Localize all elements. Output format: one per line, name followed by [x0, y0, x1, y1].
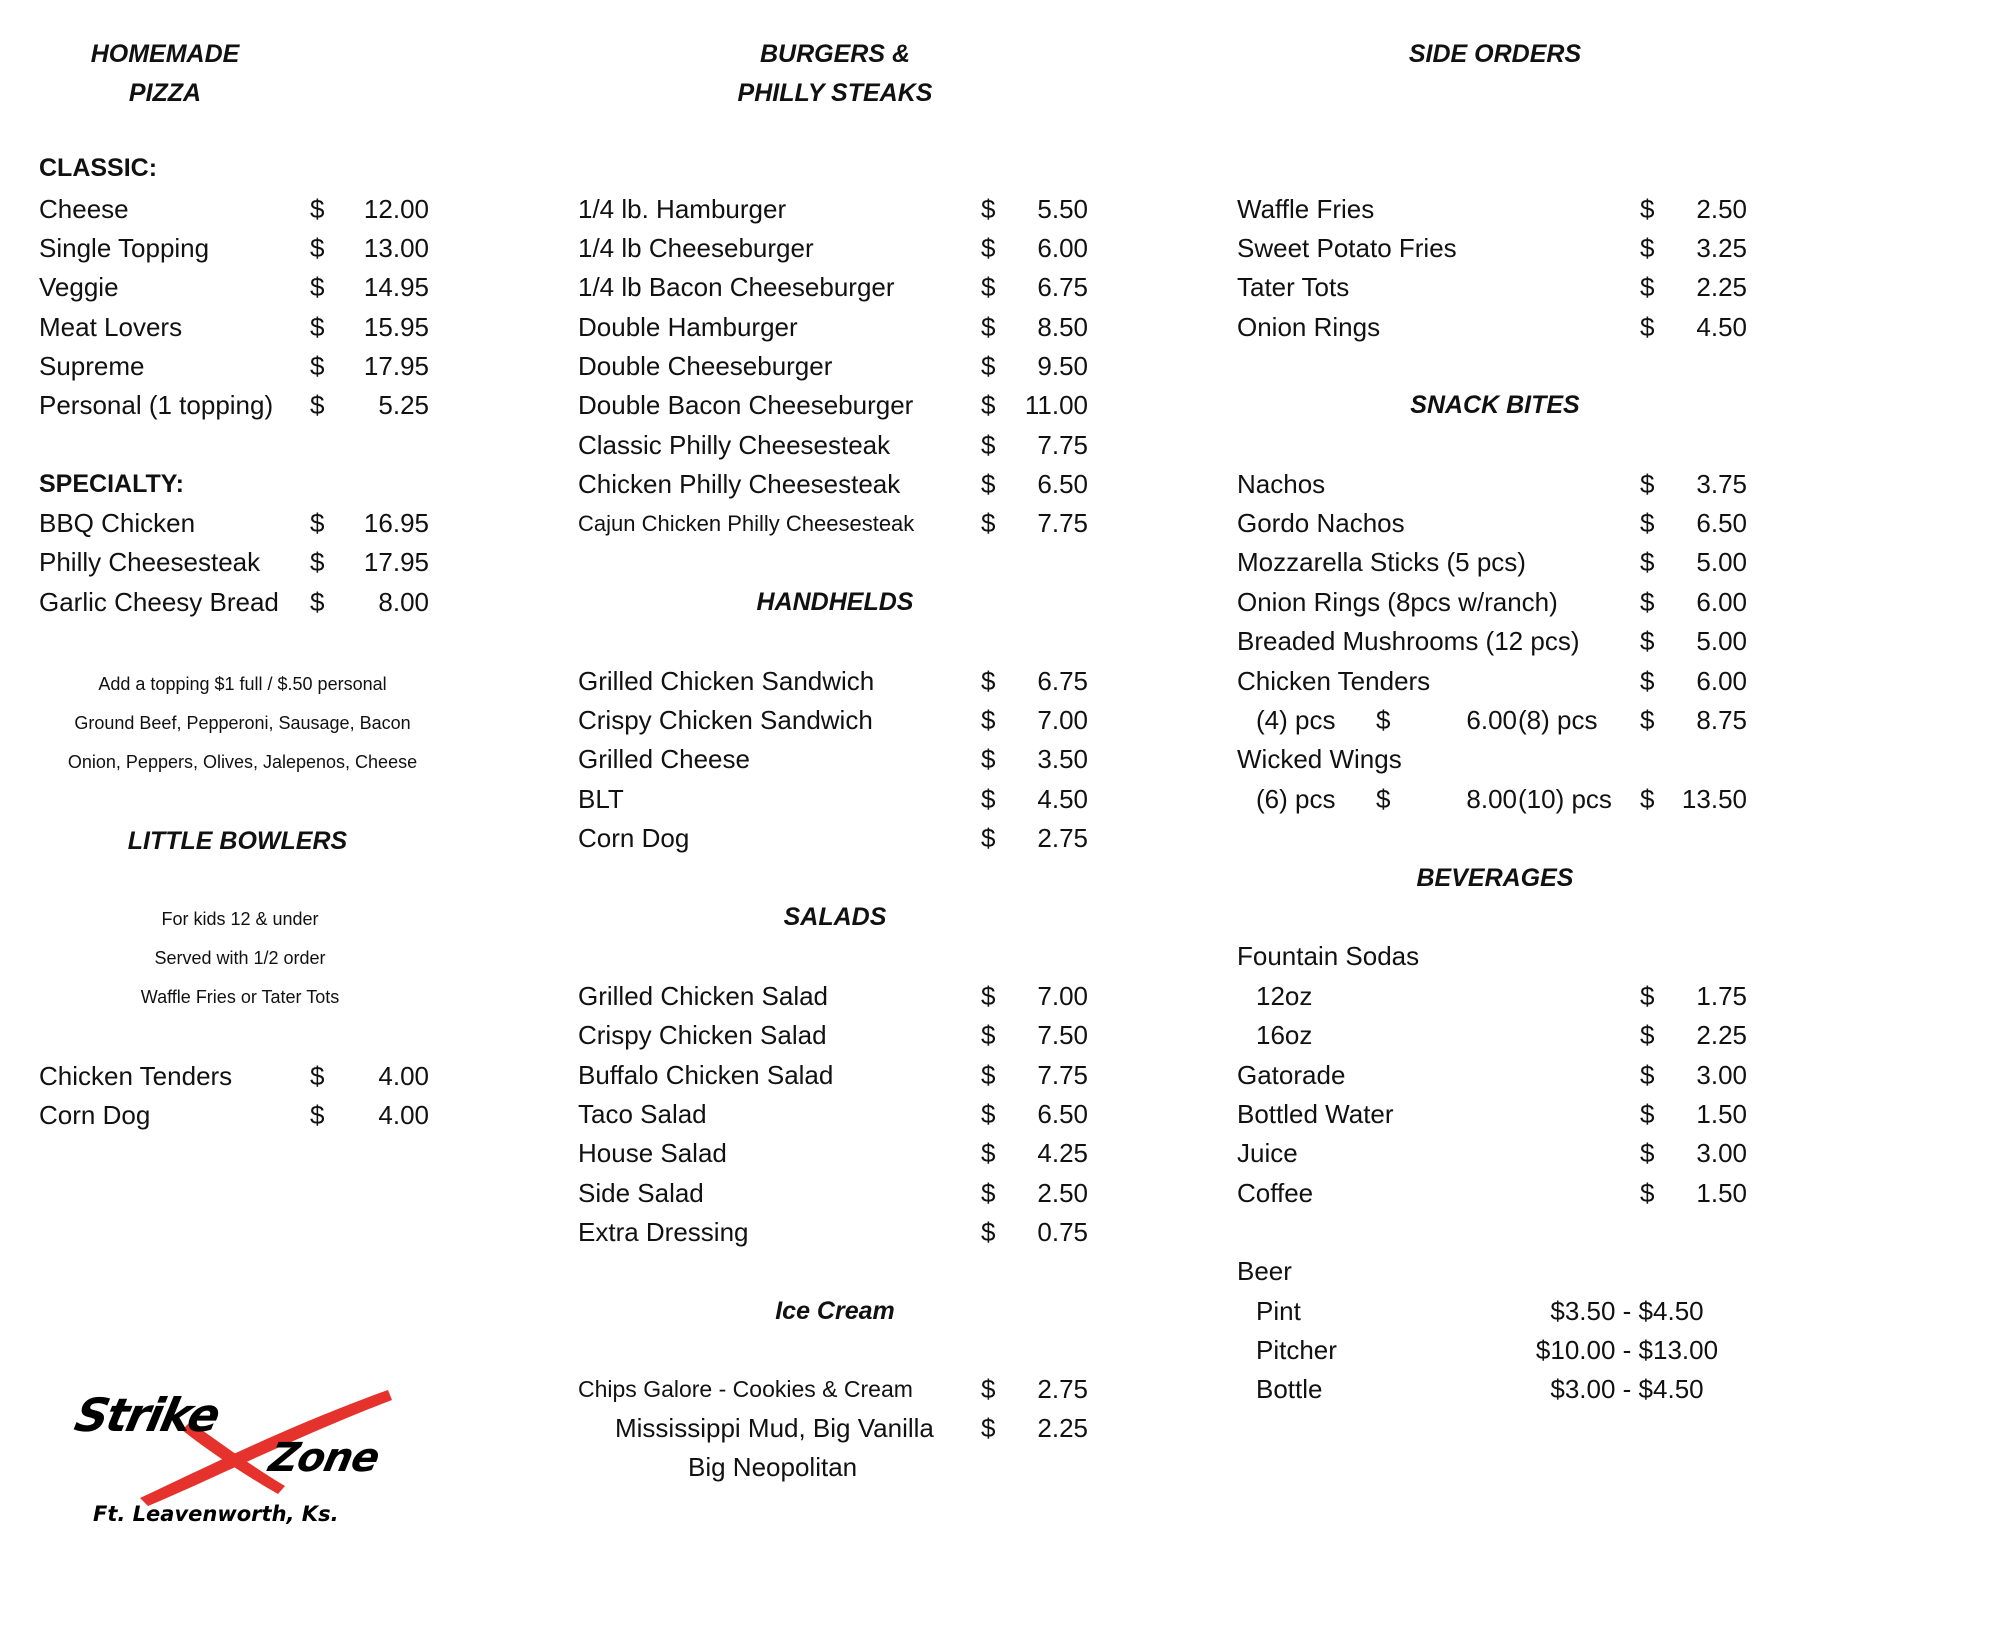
- item-name: Classic Philly Cheesesteak: [578, 430, 891, 460]
- menu-item-continuation: [578, 1448, 1088, 1487]
- item-cur: $: [310, 587, 325, 617]
- salads-heading: SALADS: [783, 903, 887, 931]
- item-price: 6.00: [1037, 233, 1088, 263]
- item-name: 12oz: [1256, 981, 1313, 1011]
- item-name: Grilled Chicken Salad: [578, 981, 829, 1011]
- item-cur: $: [981, 390, 996, 420]
- ice-cream-heading: Ice Cream: [775, 1297, 895, 1325]
- burgers-heading: BURGERS & PHILLY STEAKS: [737, 40, 933, 107]
- menu-item: [1237, 465, 1747, 504]
- item-b-cur: $: [1640, 784, 1655, 814]
- item-name: Grilled Chicken Sandwich: [578, 666, 875, 696]
- little-bowlers-note: For kids 12 & under Served with 1/2 order Waffle Fries or Tater Tots: [140, 909, 340, 1007]
- menu-item: [39, 190, 429, 229]
- item-a-cur: $: [1376, 784, 1391, 814]
- item-price: 1.50: [1696, 1099, 1747, 1129]
- menu-item: [39, 543, 429, 582]
- menu-item: [578, 662, 1088, 701]
- menu-item: [578, 1056, 1088, 1095]
- item-cur: $: [981, 981, 996, 1011]
- item-name: Buffalo Chicken Salad: [578, 1060, 834, 1090]
- item-price: 5.00: [1696, 626, 1747, 656]
- menu-item: [39, 386, 429, 425]
- item-cur: $: [1640, 272, 1655, 302]
- item-price: $10.00 - $13.00: [1535, 1335, 1719, 1365]
- menu-item: [1237, 190, 1747, 229]
- item-cur: $: [1640, 194, 1655, 224]
- menu-item: [1237, 268, 1747, 307]
- item-cur: $: [981, 351, 996, 381]
- item-name: Corn Dog: [578, 823, 690, 853]
- item-name: Extra Dressing: [578, 1217, 749, 1247]
- item-cur: $: [981, 1217, 996, 1247]
- item-price: 2.25: [1037, 1413, 1088, 1443]
- item-name: Crispy Chicken Sandwich: [578, 705, 873, 735]
- menu-item-options: [1237, 780, 1747, 819]
- item-price: 6.50: [1696, 508, 1747, 538]
- item-name: Single Topping: [39, 233, 210, 263]
- item-name: Gatorade: [1237, 1060, 1346, 1090]
- menu-item: [578, 1095, 1088, 1134]
- item-cur: $: [310, 508, 325, 538]
- item-a-price: 8.00: [1466, 784, 1517, 814]
- menu-item: [578, 504, 1088, 543]
- item-price: $3.50 - $4.50: [1550, 1296, 1704, 1326]
- menu-item: [578, 1174, 1088, 1213]
- item-name: Supreme: [39, 351, 145, 381]
- item-cur: $: [981, 272, 996, 302]
- item-cur: $: [981, 233, 996, 263]
- menu-item: [578, 740, 1088, 779]
- item-price: 7.50: [1037, 1020, 1088, 1050]
- menu-item: [1237, 1331, 1747, 1370]
- item-price: 5.50: [1037, 194, 1088, 224]
- item-name: BLT: [578, 784, 624, 814]
- item-a-label: (4) pcs: [1256, 705, 1336, 735]
- menu-item: [1237, 977, 1747, 1016]
- item-name: Chips Galore - Cookies & Cream: [578, 1376, 913, 1402]
- item-price: $3.00 - $4.50: [1550, 1374, 1704, 1404]
- item-price: 6.00: [1696, 587, 1747, 617]
- item-price: 4.25: [1037, 1138, 1088, 1168]
- item-b-price: 13.50: [1681, 784, 1747, 814]
- item-name: Meat Lovers: [39, 312, 183, 342]
- item-cur: $: [981, 666, 996, 696]
- item-price: 7.00: [1037, 705, 1088, 735]
- item-price: 1.75: [1696, 981, 1747, 1011]
- item-price: 3.00: [1696, 1138, 1747, 1168]
- item-price: 9.50: [1037, 351, 1088, 381]
- item-item2-cont: Big Neopolitan: [688, 1452, 858, 1482]
- item-cur: $: [981, 784, 996, 814]
- item-price: 8.50: [1037, 312, 1088, 342]
- item-name: House Salad: [578, 1138, 727, 1168]
- item-price: 4.00: [378, 1100, 429, 1130]
- item-price: 15.95: [363, 312, 429, 342]
- item-price: 16.95: [363, 508, 429, 538]
- item-price: 2.50: [1696, 194, 1747, 224]
- item-name: Veggie: [39, 272, 119, 302]
- item-name: Onion Rings: [1237, 312, 1381, 342]
- item-a-cur: $: [1376, 705, 1391, 735]
- logo-word-strike: Strike: [70, 1388, 224, 1442]
- menu-item: [39, 229, 429, 268]
- handhelds-heading: HANDHELDS: [756, 588, 914, 616]
- item-cur: $: [981, 1138, 996, 1168]
- item-name: Side Salad: [578, 1178, 704, 1208]
- item-cur: $: [310, 272, 325, 302]
- menu-item: [578, 465, 1088, 504]
- item-cur: $: [1640, 626, 1655, 656]
- menu-item: [578, 347, 1088, 386]
- item-b-cur: $: [1640, 705, 1655, 735]
- menu-item: [39, 268, 429, 307]
- item-name: Tater Tots: [1237, 272, 1350, 302]
- topping-note: Add a topping $1 full / $.50 personal Ground Beef, Pepperoni, Sausage, Bacon Onion, Peppers, Olives, Jalepenos, Cheese: [67, 674, 418, 772]
- menu-item: [578, 701, 1088, 740]
- item-cur: $: [310, 351, 325, 381]
- logo-word-zone: Zone: [265, 1435, 383, 1481]
- item-price: 13.00: [363, 233, 429, 263]
- menu-item: [578, 190, 1088, 229]
- item-name: Cajun Chicken Philly Cheesesteak: [578, 511, 915, 536]
- item-cur: $: [310, 312, 325, 342]
- item-cur: $: [981, 823, 996, 853]
- menu-item: [39, 1057, 429, 1096]
- menu-item: [39, 347, 429, 386]
- item-price: 2.50: [1037, 1178, 1088, 1208]
- item-price: 4.50: [1696, 312, 1747, 342]
- item-price: 11.00: [1024, 390, 1088, 420]
- pizza-heading: HOMEMADE PIZZA: [90, 40, 240, 107]
- item-a-price: 6.00: [1466, 705, 1517, 735]
- item-price: 7.75: [1037, 430, 1088, 460]
- item-price: 0.75: [1037, 1217, 1088, 1247]
- item-price: 2.75: [1037, 1374, 1088, 1404]
- item-cur: $: [981, 1020, 996, 1050]
- menu-item: [578, 426, 1088, 465]
- item-price: 7.75: [1037, 1060, 1088, 1090]
- item-name: Double Bacon Cheeseburger: [578, 390, 914, 420]
- menu-item: [578, 229, 1088, 268]
- menu-item: [578, 780, 1088, 819]
- item-price: 17.95: [363, 547, 429, 577]
- item-wings-label: Wicked Wings: [1237, 744, 1402, 774]
- item-name: Nachos: [1237, 469, 1326, 499]
- item-cur: $: [310, 547, 325, 577]
- item-name: Gordo Nachos: [1237, 508, 1405, 538]
- item-cur: $: [1640, 666, 1655, 696]
- item-price: 3.75: [1696, 469, 1747, 499]
- item-cur: $: [1640, 547, 1655, 577]
- item-price: 5.25: [378, 390, 429, 420]
- item-cur: $: [1640, 587, 1655, 617]
- menu-item: [1237, 740, 1747, 779]
- item-cur: $: [981, 312, 996, 342]
- item-b-label: (10) pcs: [1518, 784, 1612, 814]
- item-cur: $: [1640, 469, 1655, 499]
- item-name: Pitcher: [1256, 1335, 1337, 1365]
- item-price: 12.00: [363, 194, 429, 224]
- item-price: 3.50: [1037, 744, 1088, 774]
- item-price: 4.50: [1037, 784, 1088, 814]
- item-cur: $: [981, 1099, 996, 1129]
- item-name: Garlic Cheesy Bread: [39, 587, 279, 617]
- item-cur: $: [1640, 312, 1655, 342]
- menu-item: [1237, 622, 1747, 661]
- item-name: Philly Cheesesteak: [39, 547, 261, 577]
- menu-item: [1237, 543, 1747, 582]
- item-cur: $: [1640, 981, 1655, 1011]
- menu-item: [1237, 1056, 1747, 1095]
- item-cur: $: [981, 194, 996, 224]
- item-cur: $: [1640, 1020, 1655, 1050]
- item-name: Taco Salad: [578, 1099, 707, 1129]
- item-name: 1/4 lb Bacon Cheeseburger: [578, 272, 895, 302]
- menu-item: [1237, 1016, 1747, 1055]
- item-name: Bottled Water: [1237, 1099, 1394, 1129]
- item-cur: $: [1640, 233, 1655, 263]
- item-cur: $: [310, 194, 325, 224]
- item-name: Double Cheeseburger: [578, 351, 833, 381]
- item-cur: $: [981, 744, 996, 774]
- item-name: Corn Dog: [39, 1100, 151, 1130]
- item-a-label: (6) pcs: [1256, 784, 1336, 814]
- item-cur: $: [981, 508, 996, 538]
- menu-item: [578, 1409, 1088, 1448]
- item-name: Pint: [1256, 1296, 1301, 1326]
- item-name: Bottle: [1256, 1374, 1323, 1404]
- item-cur: $: [310, 390, 325, 420]
- item-cur: $: [1640, 1178, 1655, 1208]
- item-name: Crispy Chicken Salad: [578, 1020, 827, 1050]
- menu-item: [39, 504, 429, 543]
- item-price: 8.00: [378, 587, 429, 617]
- menu-item: [1237, 583, 1747, 622]
- item-name: Chicken Tenders: [39, 1061, 233, 1091]
- menu-item-options: [1237, 701, 1747, 740]
- menu-item: [1237, 937, 1747, 976]
- specialty-label: SPECIALTY:: [39, 470, 184, 498]
- side-orders-heading: SIDE ORDERS: [1408, 40, 1582, 68]
- item-cur: $: [981, 1178, 996, 1208]
- menu-item: [39, 583, 429, 622]
- item-cur: $: [981, 1413, 996, 1443]
- menu-item: [39, 308, 429, 347]
- menu-item: [578, 268, 1088, 307]
- item-name: Mozzarella Sticks (5 pcs): [1237, 547, 1526, 577]
- menu-item: [578, 1370, 1088, 1409]
- item-price: 17.95: [363, 351, 429, 381]
- item-b-label: (8) pcs: [1518, 705, 1598, 735]
- menu-item: [1237, 1174, 1747, 1213]
- item-name: Sweet Potato Fries: [1237, 233, 1457, 263]
- menu-item: [578, 1213, 1088, 1252]
- menu-item: [1237, 1370, 1747, 1409]
- menu-item: [1237, 662, 1747, 701]
- item-fountain-label: Fountain Sodas: [1237, 941, 1420, 971]
- menu-item: [1237, 229, 1747, 268]
- item-price: 6.75: [1037, 272, 1088, 302]
- item-cur: $: [1640, 1060, 1655, 1090]
- item-price: 7.00: [1037, 981, 1088, 1011]
- strike-zone-logo: [70, 1380, 430, 1550]
- item-name: Onion Rings (8pcs w/ranch): [1237, 587, 1558, 617]
- item-name: Grilled Cheese: [578, 744, 750, 774]
- item-price: 5.00: [1696, 547, 1747, 577]
- item-cur: $: [1640, 1099, 1655, 1129]
- menu-item: [578, 1016, 1088, 1055]
- classic-label: CLASSIC:: [39, 154, 158, 182]
- menu-item: [578, 819, 1088, 858]
- beverages-heading: BEVERAGES: [1416, 864, 1574, 892]
- item-cur: $: [981, 469, 996, 499]
- item-name: 1/4 lb Cheeseburger: [578, 233, 814, 263]
- item-price: 2.25: [1696, 272, 1747, 302]
- item-cur: $: [310, 233, 325, 263]
- item-price: 2.25: [1696, 1020, 1747, 1050]
- menu-item: [1237, 1252, 1747, 1291]
- item-price: 6.75: [1037, 666, 1088, 696]
- item-cur: $: [981, 430, 996, 460]
- item-name: 16oz: [1256, 1020, 1313, 1050]
- item-name: Chicken Philly Cheesesteak: [578, 469, 901, 499]
- item-price: 7.75: [1037, 508, 1088, 538]
- item-cur: $: [1640, 508, 1655, 538]
- item-name: Waffle Fries: [1237, 194, 1375, 224]
- item-name: BBQ Chicken: [39, 508, 196, 538]
- item-name: Personal (1 topping): [39, 390, 274, 420]
- item-name: 1/4 lb. Hamburger: [578, 194, 787, 224]
- item-price: 6.50: [1037, 469, 1088, 499]
- item-price: 4.00: [378, 1061, 429, 1091]
- item-price: 3.25: [1696, 233, 1747, 263]
- menu-item: [1237, 1292, 1747, 1331]
- item-price: 3.00: [1696, 1060, 1747, 1090]
- item-price: 2.75: [1037, 823, 1088, 853]
- menu-item: [1237, 504, 1747, 543]
- item-price: 1.50: [1696, 1178, 1747, 1208]
- menu-item: [578, 977, 1088, 1016]
- little-bowlers-heading: LITTLE BOWLERS: [127, 827, 348, 855]
- item-name: Mississippi Mud, Big Vanilla: [615, 1413, 934, 1443]
- item-name: Cheese: [39, 194, 129, 224]
- item-beer-label: Beer: [1237, 1256, 1292, 1286]
- menu-item: [1237, 1134, 1747, 1173]
- item-price: 14.95: [363, 272, 429, 302]
- item-name: Juice: [1237, 1138, 1298, 1168]
- item-price: 6.50: [1037, 1099, 1088, 1129]
- item-b-price: 8.75: [1696, 705, 1747, 735]
- menu-item: [578, 1134, 1088, 1173]
- item-name: Coffee: [1237, 1178, 1314, 1208]
- item-name: Double Hamburger: [578, 312, 798, 342]
- item-cur: $: [1640, 1138, 1655, 1168]
- item-cur: $: [981, 1374, 996, 1404]
- menu-item: [1237, 1095, 1747, 1134]
- item-cur: $: [981, 1060, 996, 1090]
- logo-tagline: Ft. Leavenworth, Ks.: [93, 1502, 339, 1526]
- menu-item: [578, 386, 1088, 425]
- menu-item: [39, 1096, 429, 1135]
- menu-item: [578, 308, 1088, 347]
- item-price: 6.00: [1696, 666, 1747, 696]
- item-name: Breaded Mushrooms (12 pcs): [1237, 626, 1580, 656]
- item-cur: $: [310, 1061, 325, 1091]
- menu-item: [1237, 308, 1747, 347]
- snack-bites-heading: SNACK BITES: [1410, 391, 1580, 419]
- item-cur: $: [310, 1100, 325, 1130]
- item-cur: $: [981, 705, 996, 735]
- item-name: Chicken Tenders: [1237, 666, 1431, 696]
